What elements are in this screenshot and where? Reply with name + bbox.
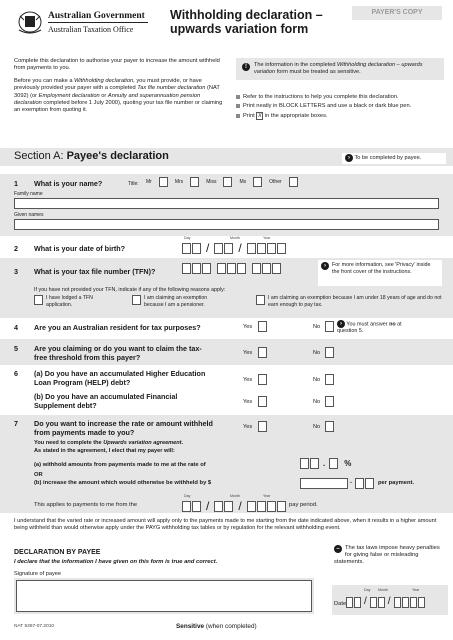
decl-year-label: Year [412,588,420,592]
start-day-digit[interactable] [182,501,191,512]
title-options: Mr Mrs Miss Ms Other [146,177,298,187]
start-year-digit[interactable] [257,501,266,512]
rate-decimal-digit[interactable] [329,458,338,469]
title-mr-checkbox[interactable] [159,177,168,187]
bullet-icon [236,114,240,118]
payers-copy-badge: PAYER'S COPY [352,6,442,20]
ato-logo [16,10,44,36]
agency-subname: Australian Taxation Office [48,25,134,34]
q4-note: › You must answer no at question 5. [337,321,402,335]
warning-icon: ! [242,63,250,71]
decl-year-digit[interactable] [394,597,401,608]
decl-day-label: Day [364,588,371,592]
decl-month-digit[interactable] [378,597,385,608]
start-month-digit[interactable] [214,501,223,512]
decl-date-field: / / [346,596,425,609]
understanding-statement: I understand that the varied rate or increased amount will apply only to the payments made to me starting from the date indicated above, when it results in a higher amount being withheld than would otherwise apply under the PAYG withholding tax tables or by regulation for the relevant withholding event. [14,518,437,531]
arrow-right-icon: › [345,154,353,162]
rate-digit[interactable] [300,458,309,469]
title-label: Title: [128,181,139,187]
bullet-icon [236,104,240,108]
decl-year-digit[interactable] [410,597,417,608]
form-title-line2: upwards variation form [170,22,309,36]
q4-yes-label: Yes [243,324,253,330]
q5-no-label: No [313,350,321,356]
dob-month-digit[interactable] [214,243,223,254]
section-a-note: › To be completed by payee. [342,153,446,164]
q7-option-b: (b) increase the amount which would otherwise be withheld by $ [34,480,212,486]
instruction-bullet-3: Print X in the appropriate boxes. [236,112,444,120]
decl-date-label: Date [334,601,347,607]
q6b-yes-checkbox[interactable] [258,396,267,407]
intro-para-2: Before you can make a Withholding declaration, you must provide, or have previously provided your payer with a completed Tax file number declaration (NAT 3092) (or Employment declaration or Annuity and superannuation pension declaration completed before 1 July 2000), quoting your tax file number or claiming an exemption from quoting it. [14,78,223,113]
tfn-field [182,263,281,274]
start-year-digit[interactable] [277,501,286,512]
tfn-digit[interactable] [182,263,191,274]
q7-no-checkbox[interactable] [325,421,334,432]
dob-month-digit[interactable] [224,243,233,254]
bullet-icon [236,95,240,99]
instruction-bullet-2: Print neatly in BLOCK LETTERS and use a black or dark blue pen. [236,103,444,110]
q7-or: OR [34,472,43,478]
decl-day-digit[interactable] [346,597,353,608]
q6a-yes-label: Yes [243,377,253,383]
no-entry-icon: – [334,545,342,553]
q6a-yes-checkbox[interactable] [258,374,267,385]
given-names-label: Given names [14,212,44,218]
arrow-right-icon: › [321,262,329,270]
tfn-digit[interactable] [262,263,271,274]
increase-amount-input[interactable] [300,478,348,489]
reason-lodged: I have lodged a TFN application. [34,295,106,308]
percent-sign: % [344,458,352,468]
form-code: NAT 5367-07.2010 [14,624,55,629]
decl-year-digit[interactable] [402,597,409,608]
start-date-field: / / [182,499,286,514]
q7-text: Do you want to increase the rate or amount withheld from payments made to you? [34,419,213,437]
form-title-line1: Withholding declaration – [170,8,323,22]
family-name-input[interactable] [14,198,439,209]
start-day-label: Day [184,494,191,498]
tfn-digit[interactable] [227,263,236,274]
q6b-text: (b) Do you have an accumulated Financial Supplement debt? [34,392,178,410]
q4-yes-checkbox[interactable] [258,321,267,332]
q6a-no-label: No [313,377,321,383]
penalty-warning: – The tax laws impose heavy penalties for giving false or misleading statements. [334,545,440,566]
q6-number: 6 [14,369,18,378]
rate-field: . % [300,458,351,469]
sensitive-info-box: ! The information in the completed Withholding declaration – upwards variation form must be treated as sensitive. [236,58,444,80]
tfn-digit[interactable] [237,263,246,274]
q4-number: 4 [14,323,18,332]
dob-year-digit[interactable] [247,243,256,254]
arrow-right-icon: › [337,320,345,328]
q5-yes-checkbox[interactable] [258,347,267,358]
q7-number: 7 [14,419,18,428]
q3-text: What is your tax file number (TFN)? [34,267,156,276]
start-day-digit[interactable] [192,501,201,512]
q7-yes-checkbox[interactable] [258,421,267,432]
q4-no-checkbox[interactable] [325,321,334,332]
instruction-bullet-1: Refer to the instructions to help you complete this declaration. [236,94,444,101]
title-other-checkbox[interactable] [289,177,298,187]
dob-year-digit[interactable] [257,243,266,254]
q3-number: 3 [14,267,18,276]
q5-yes-label: Yes [243,350,253,356]
declaration-heading: DECLARATION BY PAYEE [14,549,101,556]
reason-pensioner: I am claiming an exemption because I am a pensioner. [132,295,228,308]
dob-year-label: Year [263,236,271,240]
rate-digit[interactable] [310,458,319,469]
title-mrs-checkbox[interactable] [190,177,199,187]
start-year-label: Year [263,494,271,498]
section-a-title: Section A: Payee's declaration [14,150,169,162]
tfn-digit[interactable] [217,263,226,274]
dob-year-digit[interactable] [277,243,286,254]
family-name-label: Family name [14,191,43,197]
q7-yes-label: Yes [243,424,253,430]
dob-day-digit[interactable] [192,243,201,254]
tfn-digit[interactable] [192,263,201,274]
q1-text: What is your name? [34,179,103,188]
given-names-input[interactable] [14,219,439,230]
coat-of-arms-icon [16,10,44,36]
q5-text: Are you claiming or do you want to claim the tax-free threshold from this payer? [34,344,202,362]
decl-month-label: Month [378,588,388,592]
q7-option-a: (a) withhold amounts from payments made to me at the rate of [34,462,206,468]
sensitive-footer: Sensitive (when completed) [176,623,257,630]
increase-cents-digit[interactable] [355,478,364,489]
decl-month-digit[interactable] [370,597,377,608]
dob-month-label: Month [230,236,240,240]
q2-number: 2 [14,244,18,253]
start-year-digit[interactable] [247,501,256,512]
q4-no-label: No [313,324,321,330]
decl-day-digit[interactable] [354,597,361,608]
q6b-no-label: No [313,399,321,405]
q6a-text: (a) Do you have an accumulated Higher Education Loan Program (HELP) debt? [34,369,206,387]
agency-rule [48,22,148,23]
q7-sub-2: As stated in the agreement, I elect that my payer will: [34,448,175,454]
reason-under-18: I am claiming an exemption because I am under 18 years of age and do not earn enough to pay tax. [256,295,446,308]
reason-pensioner-checkbox[interactable] [132,295,141,305]
q7-sub-1: You need to complete the Upwards variation agreement. [34,440,184,446]
signature-input[interactable] [16,580,312,612]
title-miss-checkbox[interactable] [223,177,232,187]
dob-day-digit[interactable] [182,243,191,254]
q2-text: What is your date of birth? [34,244,126,253]
per-payment-label: per payment. [378,480,415,486]
example-x-box: X [257,113,262,120]
tfn-digit[interactable] [252,263,261,274]
pay-period-label: pay period. [289,502,318,508]
decl-year-digit[interactable] [418,597,425,608]
q7-no-label: No [313,424,321,430]
start-month-digit[interactable] [224,501,233,512]
tfn-digit[interactable] [272,263,281,274]
declaration-statement: I declare that the information I have given on this form is true and correct. [14,559,218,565]
tfn-digit[interactable] [202,263,211,274]
dob-day-label: Day [184,236,191,240]
start-month-label: Month [230,494,240,498]
intro-para-1: Complete this declaration to authorise your payer to increase the amount withheld from payments to you. [14,58,220,72]
agency-name: Australian Government [48,11,145,21]
q5-number: 5 [14,344,18,353]
q5-no-checkbox[interactable] [325,347,334,358]
q6b-no-checkbox[interactable] [325,396,334,407]
applies-from-label: This applies to payments to me from the [34,502,138,508]
dob-year-digit[interactable] [267,243,276,254]
q1-number: 1 [14,179,18,188]
q6b-yes-label: Yes [243,399,253,405]
q4-text: Are you an Australian resident for tax purposes? [34,323,201,332]
tfn-reasons-intro: If you have not provided your TFN, indicate if any of the following reasons apply: [34,287,226,293]
q6a-no-checkbox[interactable] [325,374,334,385]
reason-under-18-checkbox[interactable] [256,295,265,305]
signature-label: Signature of payee [14,571,61,577]
increase-cents-digit[interactable] [365,478,374,489]
start-year-digit[interactable] [267,501,276,512]
dob-field: / / [182,241,286,256]
title-ms-checkbox[interactable] [253,177,262,187]
reason-lodged-checkbox[interactable] [34,295,43,305]
privacy-info-box: › For more information, see 'Privacy' inside the front cover of the instructions. [318,260,442,286]
